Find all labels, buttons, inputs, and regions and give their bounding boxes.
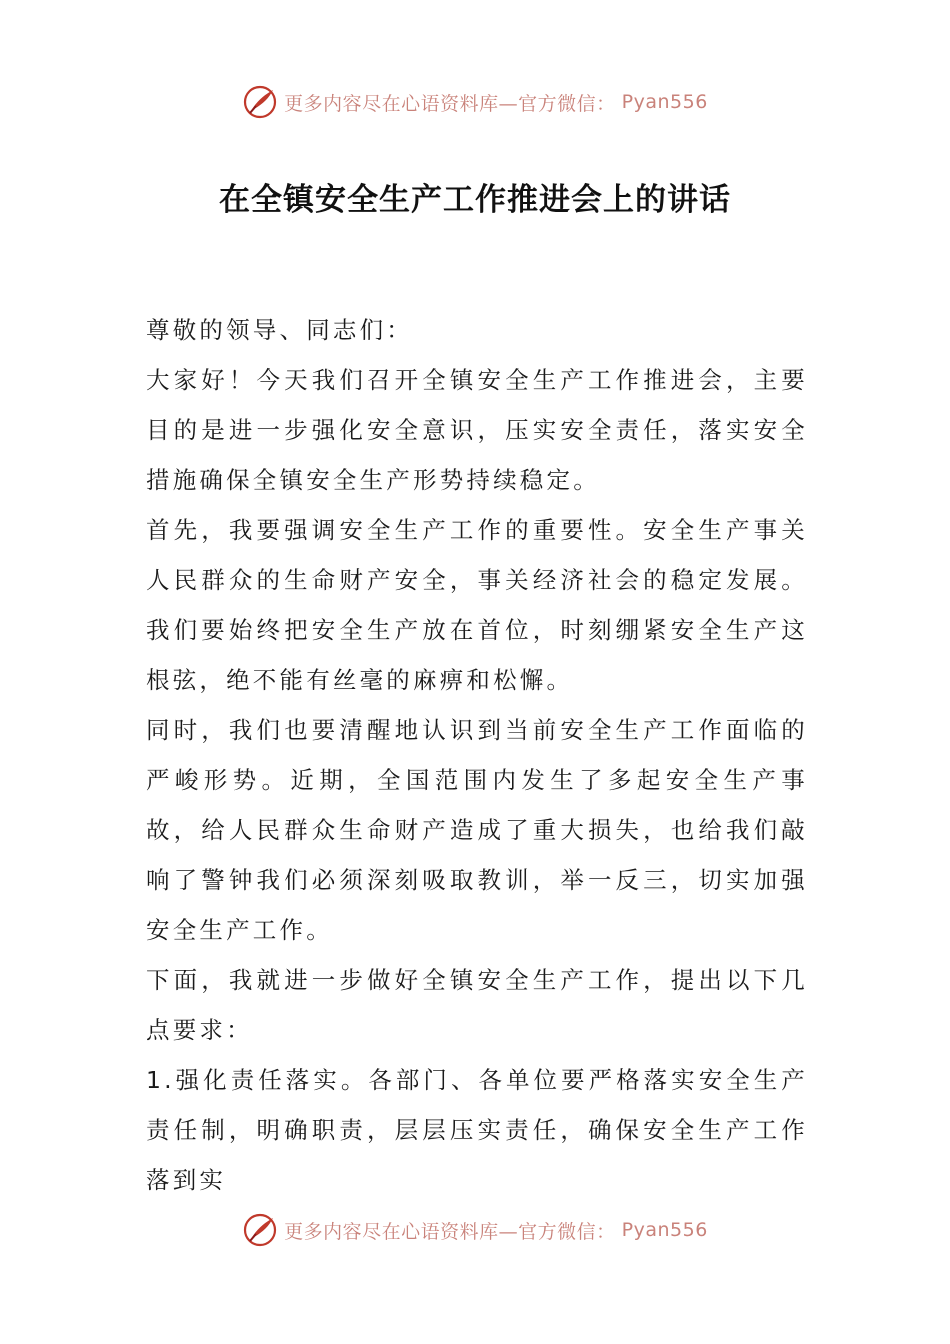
watermark-wechat-id: Pyan556	[621, 1219, 708, 1241]
numbered-item: 1.强化责任落实。各部门、各单位要严格落实安全生产责任制，明确职责，层层压实责任，确保安全生产工作落到实	[146, 1066, 808, 1194]
watermark-text: 更多内容尽在心语资料库—官方微信：	[284, 92, 616, 115]
quill-pen-circle-icon	[242, 1212, 278, 1248]
document-title: 在全镇安全生产工作推进会上的讲话	[219, 182, 731, 218]
header-watermark	[0, 84, 950, 120]
document-body	[146, 305, 808, 1205]
watermark-wechat-id: Pyan556	[621, 91, 708, 113]
paragraph: 下面，我就进一步做好全镇安全生产工作，提出以下几点要求：	[146, 966, 808, 1044]
paragraph: 大家好！今天我们召开全镇安全生产工作推进会，主要目的是进一步强化安全意识，压实安全责任，落实安全措施确保全镇安全生产形势持续稳定。	[146, 366, 808, 494]
salutation: 尊敬的领导、同志们：	[146, 316, 413, 344]
quill-pen-circle-icon	[242, 84, 278, 120]
footer-watermark	[0, 1212, 950, 1248]
paragraph: 同时，我们也要清醒地认识到当前安全生产工作面临的严峻形势。近期，全国范围内发生了多起安全生产事故，给人民群众生命财产造成了重大损失，也给我们敲响了警钟我们必须深刻吸取教训，举一反三，切实加强安全生产工作。	[146, 716, 808, 944]
watermark-text: 更多内容尽在心语资料库—官方微信：	[284, 1220, 616, 1243]
paragraph: 首先，我要强调安全生产工作的重要性。安全生产事关人民群众的生命财产安全，事关经济社会的稳定发展。我们要始终把安全生产放在首位，时刻绷紧安全生产这根弦，绝不能有丝毫的麻痹和松懈。	[146, 516, 808, 694]
